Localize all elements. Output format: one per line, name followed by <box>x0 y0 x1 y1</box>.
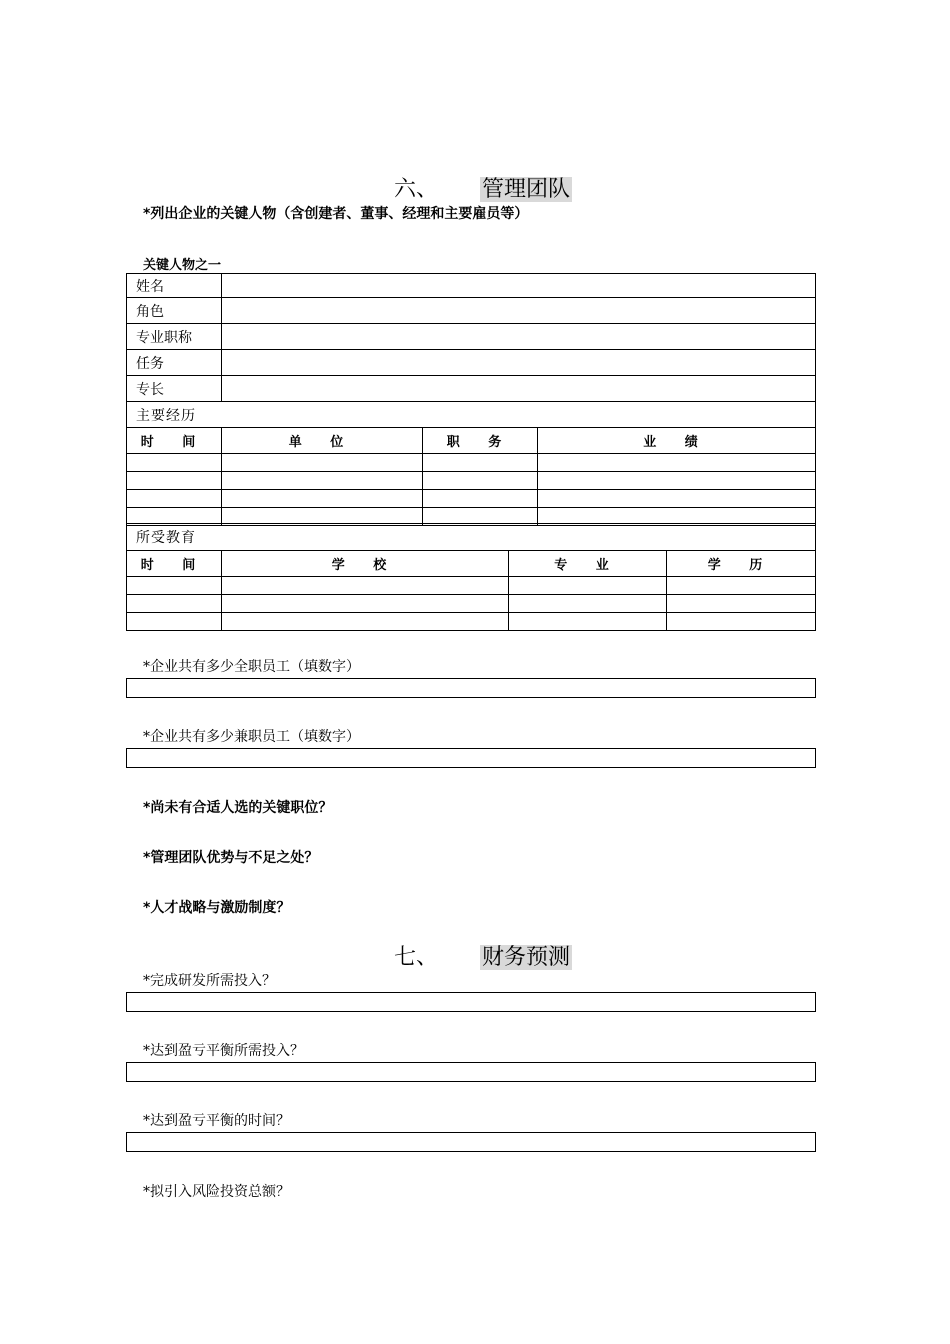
breakeven-time-question: *达到盈亏平衡的时间？ <box>143 1113 290 1129</box>
education-table <box>126 523 816 631</box>
edu-major-cell[interactable] <box>509 577 667 595</box>
field-label-specialty: 专长 <box>127 376 222 402</box>
exp-performance-cell[interactable] <box>538 454 816 472</box>
breakeven-time-answer-box[interactable] <box>126 1132 816 1152</box>
exp-performance-cell[interactable] <box>538 472 816 490</box>
field-row-role <box>127 298 816 324</box>
field-row-name <box>127 274 816 298</box>
section-6-intro: *列出企业的关键人物（含创建者、董事、经理和主要雇员等） <box>143 206 529 222</box>
edu-degree-cell[interactable] <box>667 613 816 631</box>
key-person-table <box>126 273 816 526</box>
education-label: 所受教育 <box>127 524 816 551</box>
professional-title-field[interactable] <box>222 324 816 350</box>
field-row-task <box>127 350 816 376</box>
fulltime-answer-box[interactable] <box>126 678 816 698</box>
field-label-title: 专业职称 <box>127 324 222 350</box>
edu-header-degree: 学 历 <box>667 551 816 577</box>
edu-school-cell[interactable] <box>222 595 509 613</box>
exp-time-cell[interactable] <box>127 490 222 508</box>
section-7-heading <box>394 940 572 971</box>
task-field[interactable] <box>222 350 816 376</box>
table-row <box>127 613 816 631</box>
edu-header-major: 专 业 <box>509 551 667 577</box>
field-row-title <box>127 324 816 350</box>
table-row <box>127 454 816 472</box>
exp-unit-cell[interactable] <box>222 490 423 508</box>
section-7-title: 财务预测 <box>482 945 571 970</box>
experience-header-row <box>127 428 816 454</box>
section-6-number: 六、 <box>394 177 439 202</box>
vc-total-question: *拟引入风险投资总额？ <box>143 1184 290 1200</box>
edu-header-school: 学 校 <box>222 551 509 577</box>
edu-degree-cell[interactable] <box>667 595 816 613</box>
rd-investment-question: *完成研发所需投入？ <box>143 973 276 989</box>
exp-unit-cell[interactable] <box>222 472 423 490</box>
edu-header-time: 时 间 <box>127 551 222 577</box>
exp-position-cell[interactable] <box>423 472 538 490</box>
table-row <box>127 490 816 508</box>
edu-time-cell[interactable] <box>127 613 222 631</box>
exp-header-unit: 单 位 <box>222 428 423 454</box>
table-row <box>127 595 816 613</box>
experience-label-row <box>127 402 816 428</box>
edu-major-cell[interactable] <box>509 595 667 613</box>
exp-time-cell[interactable] <box>127 472 222 490</box>
field-label-task: 任务 <box>127 350 222 376</box>
exp-unit-cell[interactable] <box>222 454 423 472</box>
parttime-answer-box[interactable] <box>126 748 816 768</box>
rd-investment-answer-box[interactable] <box>126 992 816 1012</box>
vacant-positions-question: *尚未有合适人选的关键职位？ <box>143 800 333 816</box>
experience-label: 主要经历 <box>127 402 816 428</box>
breakeven-investment-answer-box[interactable] <box>126 1062 816 1082</box>
exp-performance-cell[interactable] <box>538 490 816 508</box>
table-row <box>127 577 816 595</box>
education-label-row <box>127 524 816 551</box>
field-label-name: 姓名 <box>127 274 222 298</box>
edu-school-cell[interactable] <box>222 613 509 631</box>
exp-header-position: 职 务 <box>423 428 538 454</box>
edu-major-cell[interactable] <box>509 613 667 631</box>
breakeven-investment-question: *达到盈亏平衡所需投入？ <box>143 1043 304 1059</box>
role-field[interactable] <box>222 298 816 324</box>
exp-position-cell[interactable] <box>423 490 538 508</box>
edu-time-cell[interactable] <box>127 577 222 595</box>
talent-strategy-question: *人才战略与激励制度？ <box>143 900 291 916</box>
team-strengths-question: *管理团队优势与不足之处？ <box>143 850 319 866</box>
exp-header-time: 时 间 <box>127 428 222 454</box>
edu-degree-cell[interactable] <box>667 577 816 595</box>
parttime-question: *企业共有多少兼职员工（填数字） <box>143 729 360 745</box>
exp-time-cell[interactable] <box>127 454 222 472</box>
section-6-heading <box>394 172 572 203</box>
specialty-field[interactable] <box>222 376 816 402</box>
edu-school-cell[interactable] <box>222 577 509 595</box>
section-7-number: 七、 <box>394 945 439 970</box>
edu-time-cell[interactable] <box>127 595 222 613</box>
education-header-row <box>127 551 816 577</box>
table-row <box>127 472 816 490</box>
name-field[interactable] <box>222 274 816 298</box>
exp-position-cell[interactable] <box>423 454 538 472</box>
exp-header-performance: 业 绩 <box>538 428 816 454</box>
section-6-title: 管理团队 <box>482 177 571 202</box>
field-label-role: 角色 <box>127 298 222 324</box>
field-row-specialty <box>127 376 816 402</box>
fulltime-question: *企业共有多少全职员工（填数字） <box>143 659 360 675</box>
key-person-label: 关键人物之一 <box>143 258 222 273</box>
